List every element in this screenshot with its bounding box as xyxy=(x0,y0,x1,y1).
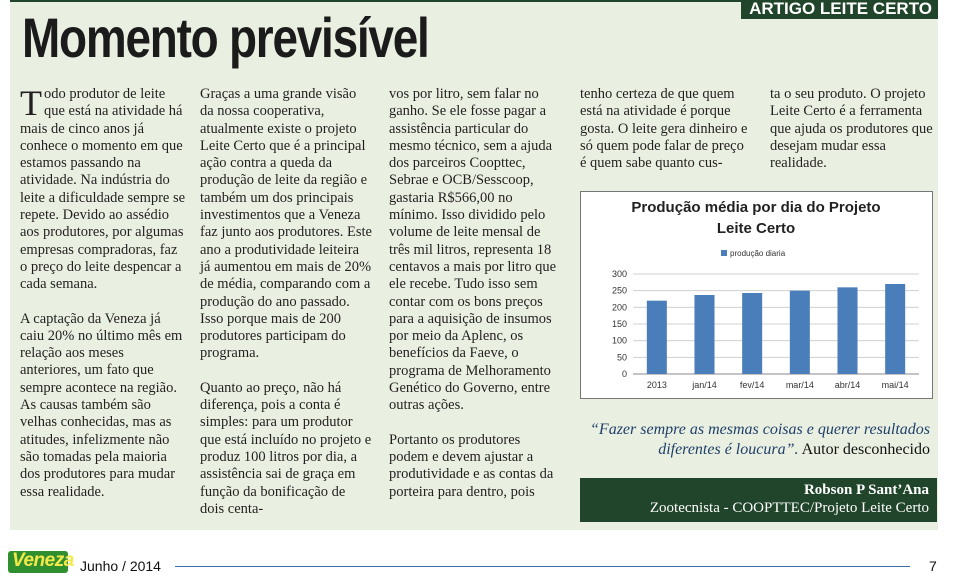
column-1-paragraph-1: odo produtor de leite que está na atividade há mais de cinco anos já conhece o momento em que estamos passando na atividade. Na indústria do leite a dificuldade sempre se repete. Devido ao assédio aos produtores, por algumas empresas compradoras, faz o preço do leite despencar a cada semana. xyxy=(20,86,186,293)
text-column-2 xyxy=(200,86,372,535)
footer-rule xyxy=(175,566,910,567)
chart-title-line-2: Leite Certo xyxy=(716,220,796,237)
x-tick-label: mar/14 xyxy=(785,380,814,390)
text-column-1 xyxy=(20,83,188,518)
column-3-paragraph-2: Portanto os produtores podem e devem ajustar a produtividade e as contas da porteira para dentro, pois xyxy=(389,431,554,500)
column-5-paragraph-1: ta o seu produto. O projeto Leite Certo é a ferramenta que ajuda os produtores que desejam mudar essa realidade. xyxy=(770,86,933,172)
bar xyxy=(885,284,905,374)
text-column-4 xyxy=(580,86,750,189)
pull-quote xyxy=(580,420,930,460)
x-tick-label: 2013 xyxy=(646,380,667,390)
chart-title-line-1: Produção média por dia do Projeto xyxy=(631,199,881,216)
veneza-logo xyxy=(8,550,74,573)
column-2-paragraph-1: Graças a uma grande visão da nossa cooperativa, atualmente existe o projeto Leite Certo que é a principal ação contra a queda da produção de leite da região e também um dos principais investimentos que a Veneza faz junto aos produtores. Este ano a produtividade leiteira já aumentou em mais de 20% de média, comparando com a produção do ano passado. Isso porque mais de 200 produtores participam do programa. xyxy=(200,86,372,362)
legend-swatch xyxy=(721,250,727,256)
legend-label: produção diaria xyxy=(730,249,786,258)
y-tick-label: 0 xyxy=(621,369,627,379)
quote-author: Autor desconhecido xyxy=(801,441,930,458)
bar xyxy=(790,291,810,374)
y-tick-label: 100 xyxy=(611,335,627,346)
y-tick-label: 50 xyxy=(616,352,627,363)
quote-text: “Fazer sempre as mesmas coisas e querer resultados diferentes é loucura”. xyxy=(590,421,930,458)
y-tick-label: 250 xyxy=(611,285,627,296)
y-tick-label: 300 xyxy=(611,269,627,279)
x-tick-label: abr/14 xyxy=(834,380,861,390)
column-2-paragraph-2: Quanto ao preço, não há diferença, pois a conta é simples: para um produtor que está incluído no projeto e produz 100 litros por dia, a assistência sai de graça em função da bonificação de dois centa- xyxy=(200,379,372,517)
author-role: Zootecnista - COOPTTEC/Projeto Leite Certo xyxy=(649,500,929,516)
bar xyxy=(742,293,762,374)
section-label: ARTIGO LEITE CERTO xyxy=(741,0,938,19)
drop-cap: T xyxy=(20,83,42,123)
bar xyxy=(694,295,714,374)
footer-date: Junho / 2014 xyxy=(80,558,161,574)
page-number: 7 xyxy=(929,558,937,574)
author-name: Robson P Sant’Ana xyxy=(803,482,929,498)
author-credit-box xyxy=(580,478,937,522)
column-4-paragraph-1: tenho certeza de que quem está na atividade é porque gosta. O leite gera dinheiro e só quem pode falar de preço é quem sabe quanto cus- xyxy=(580,86,748,172)
x-tick-label: jan/14 xyxy=(692,380,717,390)
production-chart xyxy=(580,191,933,399)
text-column-5 xyxy=(770,86,935,189)
text-column-3 xyxy=(389,86,559,518)
y-tick-label: 150 xyxy=(611,319,627,329)
bar xyxy=(837,287,857,374)
x-tick-label: fev/14 xyxy=(739,380,765,390)
chart-canvas xyxy=(581,192,932,398)
x-tick-label: mai/14 xyxy=(881,380,909,390)
column-3-paragraph-1: vos por litro, sem falar no ganho. Se ele fosse pagar a assistência particular do mesmo técnico, sem a ajuda dos parceiros Coopttec, Sebrae e OCB/Sesscoop, gastaria R$566,00 no mínimo. Isso dividido pelo volume de leite mensal de três mil litros, representa 18 centavos a mais por litro que ele recebe. Tudo isso sem contar com os bons preços para a aquisição de insumos por meio da Aplenc, os benefícios da Faeve, o programa de Melhoramento Genético do Governo, entre outras ações. xyxy=(389,86,557,414)
bar xyxy=(647,301,667,374)
headline: Momento previsível xyxy=(22,6,429,69)
y-tick-label: 200 xyxy=(611,302,627,313)
logo-text: Veneza xyxy=(12,550,74,571)
column-1-paragraph-2: A captação da Veneza já caiu 20% no último mês em relação aos meses anteriores, um fato que sempre acontece na região. As causas também são velhas conhecidas, mas as atitudes, infelizmente não são tomadas pela maioria dos produtores para mudar essa realidade. xyxy=(20,310,183,500)
